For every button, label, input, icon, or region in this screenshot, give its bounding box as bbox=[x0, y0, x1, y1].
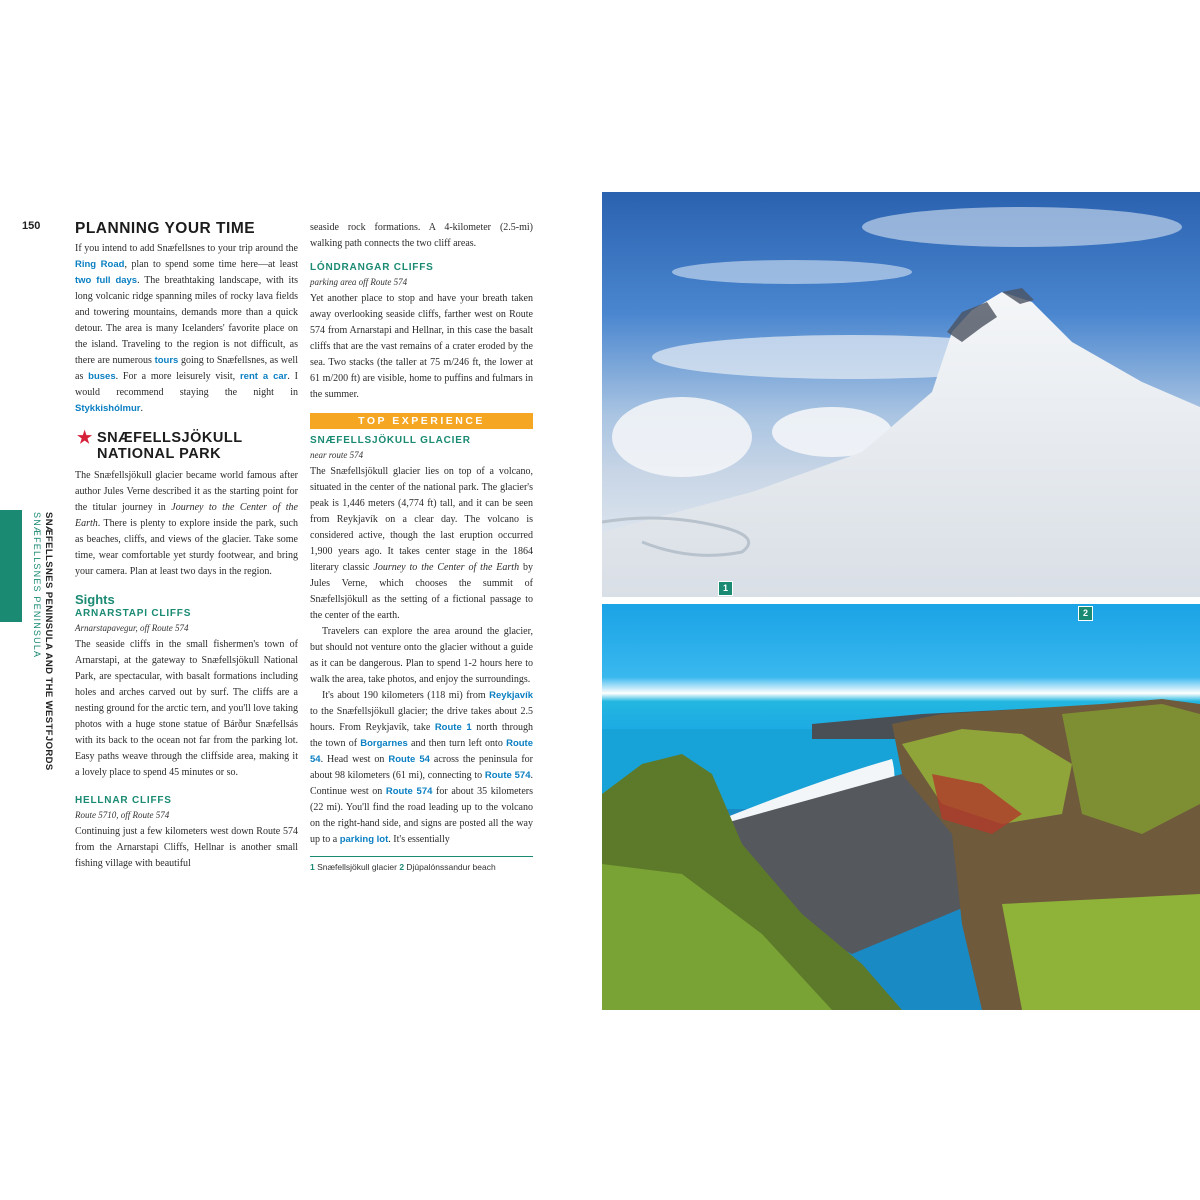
link-route-574: Route 574 bbox=[484, 770, 531, 781]
caption-number: 1 bbox=[310, 862, 315, 872]
beach-photo bbox=[602, 604, 1200, 1010]
link-route-54: Route 54 bbox=[388, 754, 430, 765]
link-route-574: Route 574 bbox=[385, 786, 433, 797]
link-route-54: Route 54 bbox=[310, 738, 533, 765]
text-column-left bbox=[75, 220, 298, 872]
caption-text: Djúpalónssandur beach bbox=[404, 862, 496, 872]
londrangar-location: parking area off Route 574 bbox=[310, 277, 408, 287]
park-paragraph bbox=[75, 468, 298, 580]
link-buses: buses bbox=[88, 371, 116, 383]
text: It's about 190 kilometers (118 mi) from bbox=[322, 690, 490, 701]
text: . It's essentially bbox=[388, 834, 450, 845]
book-title: Journey to the Center of the Earth bbox=[75, 501, 298, 529]
text-column-right bbox=[310, 220, 533, 872]
text: . Head west on bbox=[320, 754, 389, 765]
text: by Jules Verne, which chooses the summit of Snæfellsjökull as the setting of a fictional passage to the center of the earth. bbox=[310, 562, 533, 621]
text: . Continue west on bbox=[310, 770, 534, 797]
planning-paragraph bbox=[75, 241, 298, 417]
text: , plan to spend some time here—at least bbox=[124, 259, 298, 271]
link-reykjavik: Reykjavík bbox=[489, 690, 533, 701]
glacier-heading: SNÆFELLSJÖKULL GLACIER bbox=[310, 435, 471, 446]
link-parking-lot: parking lot bbox=[339, 834, 389, 845]
text: . I would recommend staying the night in bbox=[75, 371, 298, 399]
hellnar-heading: HELLNAR CLIFFS bbox=[75, 794, 172, 806]
book-title: Journey to the Center of the Earth bbox=[373, 562, 520, 573]
photo-badge: 1 bbox=[718, 581, 733, 596]
glacier-paragraph-3 bbox=[310, 688, 533, 848]
text: for about 35 kilometers (22 mi). You'll find the road leading up to the volcano on the right-hand side, and signs are posted all the way up to a bbox=[310, 786, 533, 845]
glacier-photo bbox=[602, 192, 1200, 597]
arnarstapi-location: Arnarstapavegur, off Route 574 bbox=[75, 622, 189, 633]
link-route-1: Route 1 bbox=[434, 722, 472, 733]
caption-text: Snæfellsjökull glacier bbox=[314, 862, 400, 872]
text: . There is plenty to explore inside the park, such as beaches, cliffs, and views of the glacier. Take some time, wear comfortable yet sturdy footwear, and bring your camera. Plan at least two days in the region. bbox=[75, 517, 298, 577]
page-number: 150 bbox=[22, 220, 41, 232]
glacier-paragraph-2: Travelers can explore the area around the glacier, but should not venture onto the glacier without a guide as it can be dangerous. Plan to spend 1-2 hours here to walk the area, take photos, and enjoy the surroundings. bbox=[310, 626, 533, 685]
chapter-subtitle: SNÆFELLSNES PENINSULA bbox=[32, 512, 42, 659]
photo-caption bbox=[310, 856, 533, 872]
park-heading-line1: SNÆFELLSJÖKULL bbox=[97, 430, 243, 447]
star-icon: ★ bbox=[77, 428, 93, 448]
link-stykkisholmur: Stykkishólmur bbox=[75, 403, 141, 415]
planning-heading: PLANNING YOUR TIME bbox=[75, 220, 256, 237]
chapter-running-head bbox=[14, 512, 54, 812]
text: . bbox=[140, 403, 143, 415]
hellnar-location: Route 5710, off Route 574 bbox=[75, 809, 170, 820]
link-tours: tours bbox=[154, 355, 179, 367]
link-rent-a-car: rent a car bbox=[239, 371, 288, 383]
hellnar-paragraph: Continuing just a few kilometers west down Route 574 from the Arnarstapi Cliffs, Hellnar is another small fishing village with beautiful bbox=[75, 825, 298, 869]
text: north through the town of bbox=[310, 722, 534, 749]
link-two-full-days: two full days bbox=[75, 275, 138, 287]
text: and then turn left onto bbox=[407, 738, 507, 749]
text: to the Snæfellsjökull glacier; the drive takes about 2.5 hours. From Reykjavík, take bbox=[310, 706, 533, 733]
text: across the peninsula for about 98 kilometers (61 mi), connecting to bbox=[310, 754, 533, 781]
glacier-illustration bbox=[602, 192, 1200, 597]
caption-number: 2 bbox=[399, 862, 405, 872]
hellnar-paragraph-continued: seaside rock formations. A 4-kilometer (2.5-mi) walking path connects the two cliff areas. bbox=[310, 222, 533, 249]
link-ring-road: Ring Road bbox=[75, 259, 125, 271]
text: The Snæfellsjökull glacier lies on top of a volcano, situated in the center of the national park. The glacier's peak is 1,446 meters (4,774 ft) tall, and it can be seen from Reykjavík on a clear day. The volcano is considered active, though the last eruption occurred 1,900 years ago. It takes center stage in the 1864 literary classic bbox=[310, 466, 533, 573]
chapter-title: SNÆFELLSNES PENINSULA AND THE WESTFJORDS bbox=[43, 512, 54, 771]
top-experience-banner: TOP EXPERIENCE bbox=[310, 413, 533, 429]
text: If you intend to add Snæfellsnes to your trip around the bbox=[75, 243, 298, 255]
londrangar-heading: LÓNDRANGAR CLIFFS bbox=[310, 262, 434, 273]
beach-illustration bbox=[602, 604, 1200, 1010]
londrangar-paragraph: Yet another place to stop and have your breath taken away overlooking seaside cliffs, farther west on Route 574 from Arnarstapi and Hellnar, in this case the basalt cliffs that are the vast remains of a crater eroded by the sea. Two stacks (the taller at 75 m/246 ft, the lower at 61 m/200 ft) are visible, home to puffins and fulmars in the summer. bbox=[310, 293, 533, 400]
arnarstapi-paragraph: The seaside cliffs in the small fishermen's town of Arnarstapi, at the gateway to Snæfellsjökull National Park, are spectacular, with basalt formations including holes and arches carved out by surf. The cliffs are a nesting ground for the arctic tern, and you'll love taking photos with a huge stone statue of Bárður Snæfellsás with its back to the ocean not far from the parking lot. Easy paths weave through the cliffside area, making it a lovely place to spend 45 minutes or so. bbox=[75, 638, 298, 778]
park-heading bbox=[75, 428, 298, 463]
text: . For a more leisurely visit, bbox=[115, 371, 240, 383]
link-borgarnes: Borgarnes bbox=[360, 738, 408, 749]
park-heading-line2: NATIONAL PARK bbox=[97, 445, 222, 462]
glacier-paragraph-1 bbox=[310, 464, 533, 624]
text: The Snæfellsjökull glacier became world famous after author Jules Verne described it as the starting point for the titular journey in bbox=[75, 469, 298, 513]
text: going to Snæfellsnes, as well as bbox=[75, 355, 298, 383]
text: . The breathtaking landscape, with its long volcanic ridge spanning miles of rocky lava fields and towering mountains, demands more than a quick detour. The area is many Icelanders' favorite place on the island. Traveling to the region is not difficult, as there are numerous bbox=[75, 275, 298, 367]
arnarstapi-heading: ARNARSTAPI CLIFFS bbox=[75, 607, 192, 619]
photo-badge: 2 bbox=[1078, 606, 1093, 621]
sights-heading: Sights bbox=[75, 591, 115, 607]
glacier-location: near route 574 bbox=[310, 450, 364, 460]
